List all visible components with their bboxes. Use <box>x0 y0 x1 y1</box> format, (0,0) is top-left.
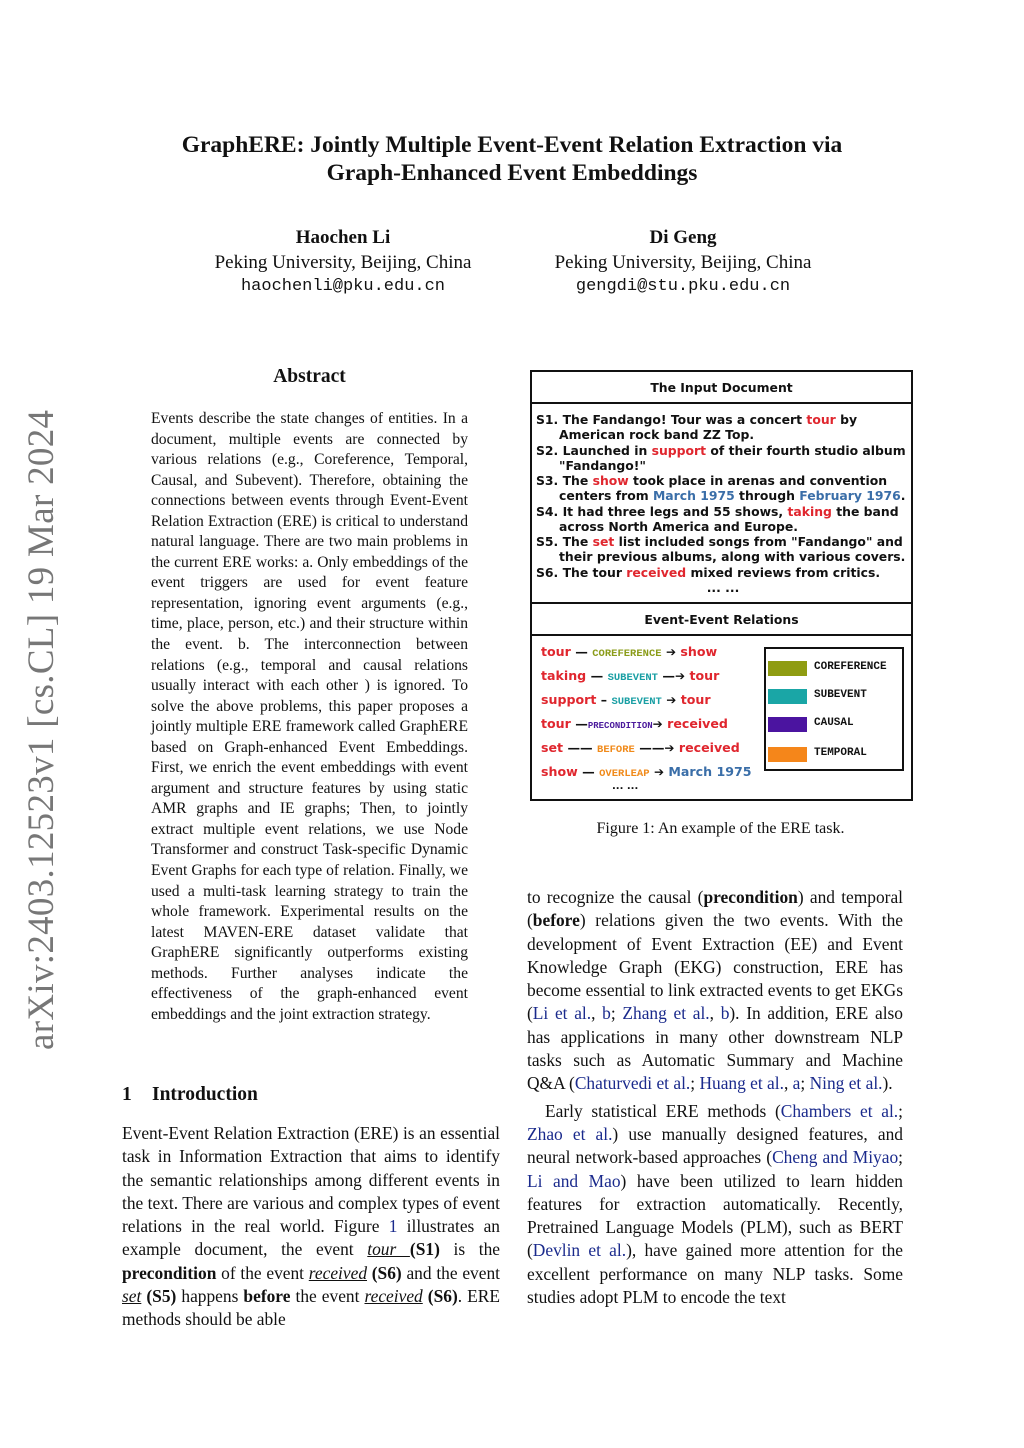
legend-item-subevent <box>766 687 906 709</box>
citation-link[interactable]: Zhang et al. <box>622 1003 710 1024</box>
trigger-word: support <box>651 442 707 458</box>
relation-label: BEFORE <box>597 744 635 756</box>
text-span: , <box>591 1003 603 1024</box>
text-span: ), have gained more attention for the excellent performance on many NLP tasks. Some studies adopt PLM to encode the text <box>527 1240 903 1308</box>
relation-tail: March 1975 <box>668 764 752 779</box>
text-span: the event <box>290 1286 365 1307</box>
text-span: Early statistical ERE methods ( <box>545 1100 781 1121</box>
author-block-2 <box>533 226 833 300</box>
text-span: . ERE methods should be able <box>122 1286 500 1330</box>
citation-link[interactable]: a <box>792 1073 801 1094</box>
figure-caption: Figure 1: An example of the ERE task. <box>596 820 845 837</box>
trigger-word: received <box>626 564 687 580</box>
legend-item-coreference <box>766 659 906 681</box>
text-span: S6. The tour <box>536 564 627 580</box>
citation-link[interactable]: Devlin et al. <box>532 1240 627 1261</box>
sentence-s6 <box>536 565 910 580</box>
trigger-word: show <box>592 473 629 488</box>
intro-paragraph-3 <box>527 1100 903 1310</box>
relation-head: show <box>541 764 578 779</box>
intro-paragraph-2 <box>527 886 903 1096</box>
text-span: ; <box>898 1147 903 1168</box>
title-line-2: Graph-Enhanced Event Embeddings <box>326 160 698 186</box>
relation-tail: show <box>680 644 718 659</box>
author-email[interactable]: gengdi@stu.pku.edu.cn <box>575 277 791 296</box>
citation-link[interactable]: Ning et al. <box>809 1073 883 1094</box>
text-span: ). <box>882 1073 893 1094</box>
text-span: illustrates an example document, the event <box>122 1216 500 1260</box>
citation-link[interactable]: b <box>602 1003 611 1024</box>
text-span: ) relations given the two events. With the development of Event Extraction (EE) and Event Knowledge Graph (EKG) construction, ERE has become essential to link extracted events to get EKGs ( <box>527 910 903 1024</box>
text-span: S2. Launched in <box>536 442 652 458</box>
relation-head: set <box>541 740 564 755</box>
author-email[interactable]: haochenli@pku.edu.cn <box>240 277 446 296</box>
text-span: S4. It had three legs and 55 shows, <box>536 503 788 519</box>
sentence-s5 <box>536 534 910 565</box>
citation-link[interactable]: Chambers et al. <box>780 1100 899 1121</box>
bold-term: before <box>532 910 580 931</box>
relation-legend <box>764 647 904 771</box>
trigger-word: taking <box>787 503 832 519</box>
figure-doc-header: The Input Document <box>650 380 793 395</box>
citation-link[interactable]: Zhao et al. <box>527 1123 613 1144</box>
sentence-s1 <box>536 412 910 443</box>
relation-label: COREFERENCE <box>592 648 662 660</box>
text-span: mixed reviews from critics. <box>686 564 881 580</box>
intro-right-column <box>527 886 903 1309</box>
arrow-icon: ➔ <box>665 645 676 659</box>
figure-1 <box>530 370 913 801</box>
text-span: ; <box>610 1003 623 1024</box>
section-heading <box>122 1084 258 1106</box>
legend-item-causal <box>766 715 906 737</box>
trigger-word: tour <box>806 412 836 427</box>
author-name: Di Geng <box>649 227 717 248</box>
abstract-heading: Abstract <box>273 366 346 387</box>
relation-row: tour —PRECONDITION➔ received <box>541 716 728 731</box>
arrow-icon: ➔ <box>674 669 686 683</box>
text-span: of their fourth studio album "Fandango!" <box>559 442 906 473</box>
event-word-received: received <box>308 1262 368 1283</box>
text-span: ; <box>898 1100 903 1121</box>
relation-row: tour — COREFERENCE ➔ show <box>541 644 718 660</box>
title-line-1: GraphERE: Jointly Multiple Event-Event Relation Extraction via <box>181 132 843 158</box>
arrow-icon: ➔ <box>664 741 675 755</box>
text-span: S5. The <box>536 534 593 549</box>
event-word-tour: tour <box>367 1239 410 1260</box>
relation-head: tour <box>541 716 571 731</box>
author-block-1 <box>193 226 493 300</box>
arrow-icon: ➔ <box>666 693 677 707</box>
text-span: ) and temporal ( <box>527 887 904 931</box>
relation-tail: received <box>667 716 728 731</box>
relation-label: PRECONDITION <box>587 721 653 731</box>
text-span: . <box>900 488 906 504</box>
sentence-s2 <box>536 443 910 474</box>
event-word-received: received <box>364 1286 423 1307</box>
legend-swatch <box>768 747 807 762</box>
bold-term: precondition <box>703 887 798 907</box>
figure-divider <box>532 634 911 636</box>
text-span: ) have been utilized to learn hidden features for extraction automatically. Recently, Pretrained Language Models (PLM), such as BERT ( <box>527 1170 903 1261</box>
figure-divider <box>532 402 911 404</box>
citation-link[interactable]: b <box>720 1003 730 1024</box>
bold-term: precondition <box>122 1262 217 1283</box>
relation-row: show — OVERLEAP ➔ March 1975 <box>541 764 752 780</box>
text-span: , <box>709 1003 721 1024</box>
legend-label: CAUSAL <box>814 717 854 729</box>
sentence-ref: (S1) <box>409 1239 440 1260</box>
relation-tail: received <box>678 740 740 755</box>
citation-link[interactable]: Chaturvedi et al. <box>574 1073 691 1094</box>
text-span: ) use manually designed features, and neural network-based approaches ( <box>527 1123 903 1168</box>
relation-label: SUBEVENT <box>607 672 658 684</box>
figure-ref-link[interactable]: 1 <box>388 1216 398 1237</box>
trigger-word: set <box>592 534 615 549</box>
text-span: S3. The <box>536 473 593 488</box>
text-span: , <box>783 1073 793 1094</box>
citation-link[interactable]: Cheng and Miyao <box>772 1147 899 1168</box>
text-span: the band across North America and Europe. <box>559 503 899 534</box>
relation-head: taking <box>541 668 587 683</box>
relation-tail: tour <box>689 668 720 683</box>
figure-divider <box>532 602 911 604</box>
text-span: ). In addition, ERE also has applications in many other downstream NLP tasks such as Automatic Summary and Machine Q&A ( <box>527 1003 903 1094</box>
relation-ellipsis: ... ... <box>612 781 639 792</box>
relation-head: support <box>541 692 597 707</box>
sentence-s3 <box>536 473 910 504</box>
text-span: ; <box>800 1073 810 1094</box>
sentence-ref: (S6) <box>371 1262 402 1283</box>
intro-left-column <box>122 1122 500 1332</box>
relation-label: SUBEVENT <box>611 696 662 708</box>
citation-link[interactable]: Huang et al. <box>699 1073 784 1094</box>
text-span: ; <box>690 1073 700 1094</box>
input-document-sentences <box>536 412 910 595</box>
arxiv-side-label: arXiv:2403.12523v1 [cs.CL] 19 Mar 2024 <box>21 409 62 1050</box>
citation-link[interactable]: Li and Mao <box>527 1170 621 1191</box>
sentence-ref: (S6) <box>427 1286 458 1307</box>
relation-row: set —— BEFORE ——➔ received <box>541 740 740 756</box>
figure-rel-header: Event-Event Relations <box>644 612 799 627</box>
section-number: 1 <box>122 1084 132 1105</box>
legend-swatch <box>768 689 807 704</box>
legend-label: COREFERENCE <box>814 661 887 673</box>
text-span: of the event <box>216 1262 309 1283</box>
bold-term: before <box>243 1286 291 1307</box>
sentence-ellipsis: ... ... <box>706 579 740 595</box>
citation-link[interactable]: Li et al. <box>532 1003 592 1024</box>
relation-head: tour <box>541 644 571 659</box>
text-span: list included songs from "Fandango" and their previous albums, along with various covers. <box>559 534 906 565</box>
arrow-icon: ➔ <box>653 765 664 779</box>
relation-label: OVERLEAP <box>599 768 650 780</box>
author-affiliation: Peking University, Beijing, China <box>214 251 472 273</box>
sentence-s4 <box>536 504 910 535</box>
paper-title <box>100 131 924 187</box>
author-name: Haochen Li <box>295 227 391 248</box>
text-span: S1. The Fandango! Tour was a concert <box>536 412 807 427</box>
arrow-icon: ➔ <box>652 717 663 731</box>
text-span: to recognize the causal ( <box>527 887 704 907</box>
legend-swatch <box>768 661 807 676</box>
intro-paragraph-1 <box>122 1122 500 1332</box>
relation-tail: tour <box>680 692 711 707</box>
time-expression: February 1976 <box>799 488 901 504</box>
sentence-ref: (S5) <box>146 1286 177 1307</box>
author-affiliation: Peking University, Beijing, China <box>554 251 812 273</box>
text-span: took place in arenas and convention centers from <box>559 473 888 504</box>
text-span: happens <box>176 1286 244 1307</box>
time-expression: March 1975 <box>652 488 735 504</box>
abstract-text <box>151 409 468 1025</box>
text-span: Event-Event Relation Extraction (ERE) is an essential task in Information Extraction that aims to identify the semantic relationships among different events in the text. There are various and complex types of event relations in the real world. Figure <box>122 1123 500 1237</box>
relation-row: taking — SUBEVENT —➔ tour <box>541 668 720 684</box>
text-span: and the event <box>401 1262 500 1283</box>
abstract-paragraph: Events describe the state changes of entities. In a document, multiple events are connected by various relations (e.g., Coreference, Temporal, Causal, and Subevent). Therefore, obtaining the connections between events through Event-Event Relation Extraction (ERE) is critical to understand natural language. There are two main problems in the current ERE works: a. Only embeddings of the event triggers are used for event feature representation, ignoring event arguments (e.g., time, place, person, etc.) and their structure within the event. b. The interconnection between relations (e.g., temporal and causal relations usually interact with each other ) is ignored. To solve the above problems, this paper proposes a jointly multiple ERE framework called GraphERE based on Graph-enhanced Event Embeddings. First, we enrich the event embeddings with event argument and structure features by using static AMR graphs and IE graphs; Then, to jointly extract multiple event relations, we use Node Transformer and construct Task-specific Dynamic Event Graphs for each type of relation. Finally, we used a multi-task learning strategy to train the whole framework. Experimental results on the latest MAVEN-ERE dataset validate that GraphERE significantly outperforms existing methods. Further analyses indicate the effectiveness of the graph-enhanced event embeddings and the joint extraction strategy. <box>151 410 468 1023</box>
legend-label: SUBEVENT <box>814 689 867 701</box>
section-title: Introduction <box>152 1084 258 1105</box>
legend-label: TEMPORAL <box>814 747 867 759</box>
text-span: through <box>734 488 800 504</box>
relation-row: support – SUBEVENT ➔ tour <box>541 692 711 708</box>
event-word-set: set <box>122 1286 142 1307</box>
legend-swatch <box>768 717 807 732</box>
text-span: by American rock band ZZ Top. <box>559 412 858 443</box>
legend-item-temporal <box>766 745 906 767</box>
text-span: is the <box>439 1239 500 1260</box>
